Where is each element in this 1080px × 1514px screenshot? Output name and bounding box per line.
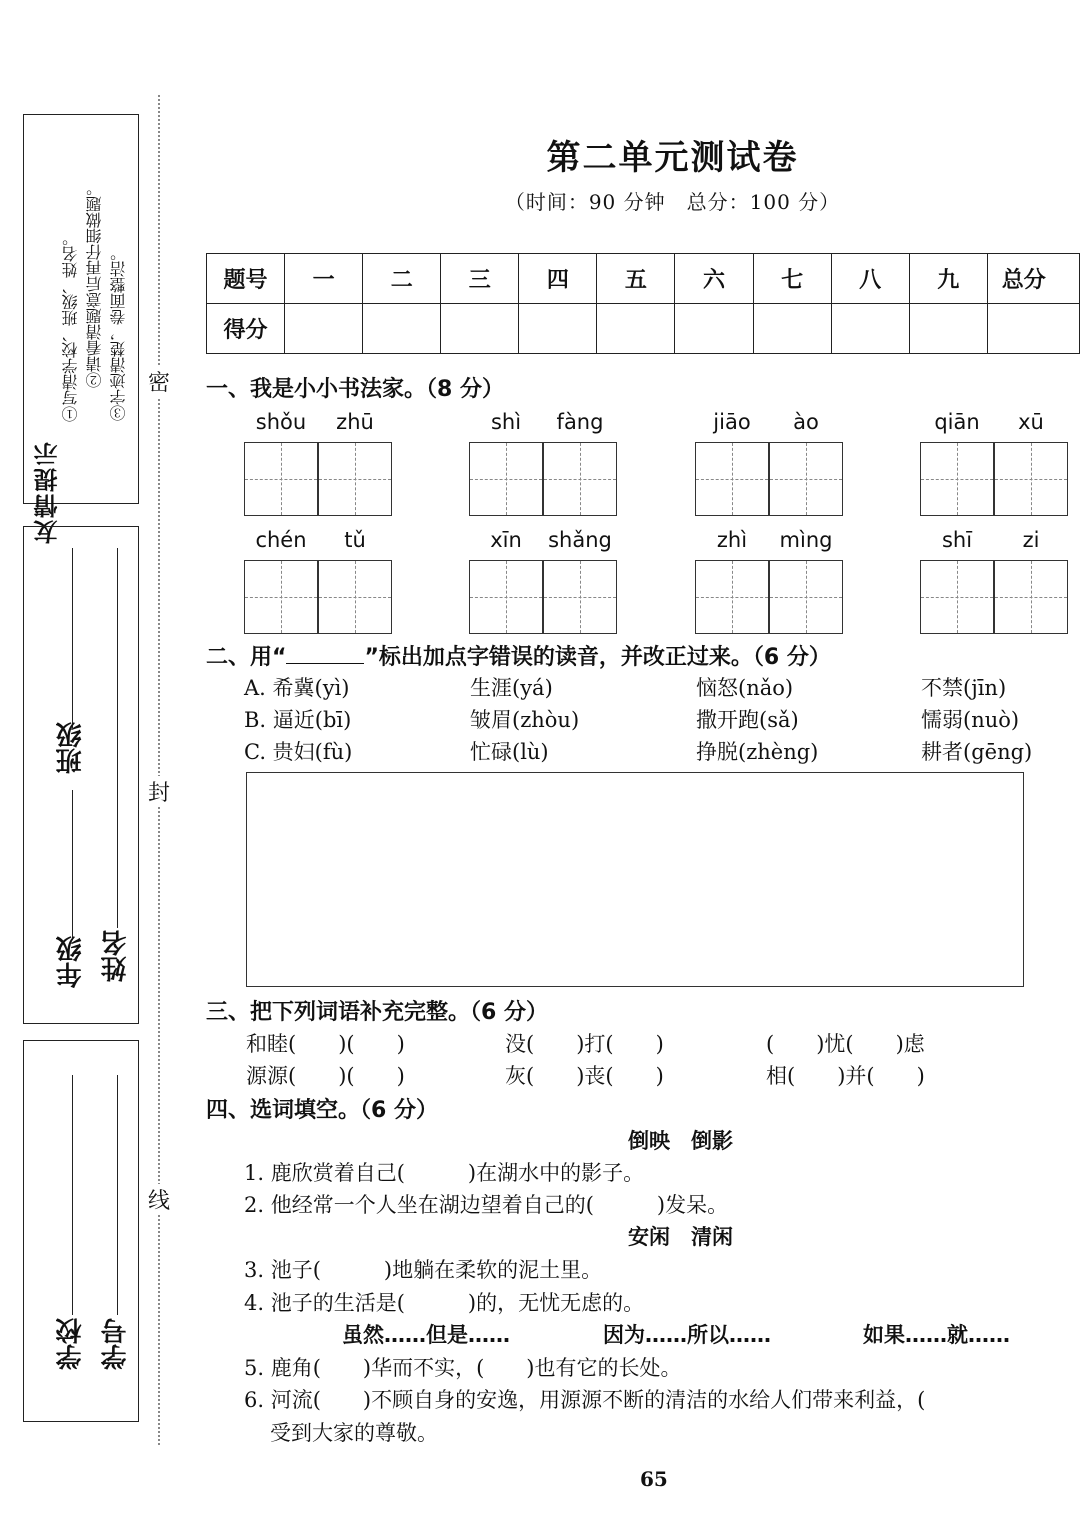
- score-col: 四: [519, 254, 597, 304]
- word-choices: 安闲 清闲: [628, 1225, 733, 1249]
- question: 2. 他经常一个人坐在湖边望着自己的( )发呆。: [244, 1193, 729, 1217]
- option-cell: 皱眉(zhòu): [470, 708, 580, 732]
- seal-mark-feng: 封: [148, 776, 170, 807]
- tianzige-box[interactable]: [994, 442, 1068, 516]
- tianzige-box[interactable]: [994, 560, 1068, 634]
- option-cell: 忙碌(lù): [470, 740, 549, 764]
- pinyin: shì: [490, 410, 522, 434]
- name-label: 姓名: [101, 930, 131, 982]
- option-cell: B. 逼近(bī): [244, 708, 352, 732]
- score-cell[interactable]: [519, 304, 597, 354]
- tianzige-box[interactable]: [318, 442, 392, 516]
- question-continuation: 受到大家的尊敬。: [270, 1421, 438, 1445]
- pinyin: xū: [1018, 410, 1044, 434]
- pinyin: shī: [941, 528, 973, 552]
- score-col: 八: [831, 254, 909, 304]
- tianzige-box[interactable]: [543, 560, 617, 634]
- score-cell[interactable]: [441, 304, 519, 354]
- question: 1. 鹿欣赏着自己( )在湖水中的影子。: [244, 1161, 645, 1185]
- word-choices: 因为……所以……: [603, 1323, 771, 1347]
- fill-item: 和睦( )( ): [246, 1032, 405, 1056]
- seal-mark-mi: 密: [148, 366, 170, 397]
- tip-3: ③字迹清楚，卷面整洁。: [109, 245, 128, 421]
- pinyin: fàng: [556, 410, 604, 434]
- tianzige-box[interactable]: [920, 442, 994, 516]
- score-col: 三: [441, 254, 519, 304]
- tianzige-box[interactable]: [244, 560, 318, 634]
- pinyin: chén: [255, 528, 307, 552]
- page-subtitle: （时间：90 分钟 总分：100 分）: [504, 190, 841, 214]
- option-cell: 不禁(jīn): [921, 676, 1007, 700]
- option-cell: C. 贵妇(fù): [244, 740, 353, 764]
- tianzige-box[interactable]: [769, 442, 843, 516]
- pinyin: zi: [1022, 528, 1040, 552]
- score-col: 二: [363, 254, 441, 304]
- option-cell: A. 希冀(yì): [244, 676, 350, 700]
- score-cell[interactable]: [831, 304, 909, 354]
- pinyin: shǒu: [255, 410, 307, 434]
- section4-heading: 四、选词填空。（6 分）: [206, 1098, 438, 1123]
- section2-heading: 二、用“ ”标出加点字错误的读音，并改正过来。（6 分）: [206, 645, 831, 670]
- grade-label: 年级: [56, 936, 86, 988]
- school-label: 学校: [56, 1318, 86, 1370]
- section1-heading: 一、我是小小书法家。（8 分）: [206, 377, 504, 402]
- question: 4. 池子的生活是( )的，无忧无虑的。: [244, 1291, 645, 1315]
- fill-item: 源源( )( ): [246, 1064, 405, 1088]
- tips-title: 友情提示: [33, 440, 62, 544]
- pinyin: zhū: [336, 410, 374, 434]
- word-choices: 虽然……但是……: [342, 1323, 510, 1347]
- score-cell[interactable]: [363, 304, 441, 354]
- score-table-header-row: [207, 254, 1080, 304]
- seal-mark-xian: 线: [148, 1184, 170, 1215]
- score-col: 九: [909, 254, 987, 304]
- pinyin: shǎng: [548, 528, 612, 552]
- question: 6. 河流( )不顾自身的安逸，用源源不断的清洁的水给人们带来利益，(: [244, 1388, 926, 1412]
- answer-box[interactable]: [246, 772, 1024, 987]
- score-cell[interactable]: [285, 304, 363, 354]
- score-col: 七: [753, 254, 831, 304]
- question: 5. 鹿角( )华而不实，( )也有它的长处。: [244, 1356, 682, 1380]
- score-table: [206, 253, 1080, 354]
- tianzige-box[interactable]: [920, 560, 994, 634]
- pinyin: jiāo: [713, 410, 751, 434]
- tianzige-box[interactable]: [244, 442, 318, 516]
- score-cell[interactable]: [987, 304, 1079, 354]
- word-choices: 倒映 倒影: [628, 1129, 733, 1153]
- pinyin: xīn: [490, 528, 522, 552]
- tianzige-box[interactable]: [543, 442, 617, 516]
- tianzige-box[interactable]: [469, 442, 543, 516]
- score-cell[interactable]: [675, 304, 753, 354]
- fill-item: ( )忧( )虑: [766, 1032, 925, 1056]
- fill-item: 相( )并( ): [766, 1064, 925, 1088]
- score-row-label: 得分: [207, 304, 285, 354]
- score-cell[interactable]: [753, 304, 831, 354]
- score-row-label: 题号: [207, 254, 285, 304]
- option-cell: 耕者(gēng): [921, 740, 1033, 764]
- score-col: 五: [597, 254, 675, 304]
- tianzige-box[interactable]: [695, 560, 769, 634]
- fill-item: 灰( )丧( ): [505, 1064, 664, 1088]
- tianzige-box[interactable]: [469, 560, 543, 634]
- score-cell[interactable]: [597, 304, 675, 354]
- option-cell: 懦弱(nuò): [921, 708, 1020, 732]
- option-cell: 撒开跑(sǎ): [696, 708, 799, 732]
- pinyin: tǔ: [344, 528, 366, 552]
- pinyin: zhì: [716, 528, 748, 552]
- page-title: 第二单元测试卷: [546, 138, 799, 178]
- score-col: 一: [285, 254, 363, 304]
- pinyin: mìng: [779, 528, 833, 552]
- score-cell[interactable]: [909, 304, 987, 354]
- fill-item: 没( )打( ): [505, 1032, 664, 1056]
- score-col: 六: [675, 254, 753, 304]
- tianzige-box[interactable]: [769, 560, 843, 634]
- word-choices: 如果……就……: [863, 1323, 1010, 1347]
- tip-1: ①写清学校、班级、姓名。: [61, 230, 80, 422]
- number-label: 学号: [101, 1318, 131, 1370]
- tianzige-box[interactable]: [318, 560, 392, 634]
- option-cell: 挣脱(zhèng): [696, 740, 819, 764]
- pinyin: qiān: [934, 410, 980, 434]
- question: 3. 池子( )地躺在柔软的泥土里。: [244, 1258, 603, 1282]
- seal-line: [158, 95, 160, 1445]
- option-cell: 生涯(yá): [470, 676, 553, 700]
- score-table-score-row: [207, 304, 1080, 354]
- page-number: 65: [640, 1467, 668, 1491]
- tianzige-box[interactable]: [695, 442, 769, 516]
- score-col: 总分: [987, 254, 1079, 304]
- option-cell: 恼怒(nǎo): [696, 676, 794, 700]
- class-label: 班级: [56, 722, 86, 774]
- pinyin: ào: [793, 410, 819, 434]
- tip-2: ②请看清题意后再仔细做题。: [85, 180, 104, 388]
- underline-sample: [286, 645, 364, 664]
- section3-heading: 三、把下列词语补充完整。（6 分）: [206, 1000, 548, 1025]
